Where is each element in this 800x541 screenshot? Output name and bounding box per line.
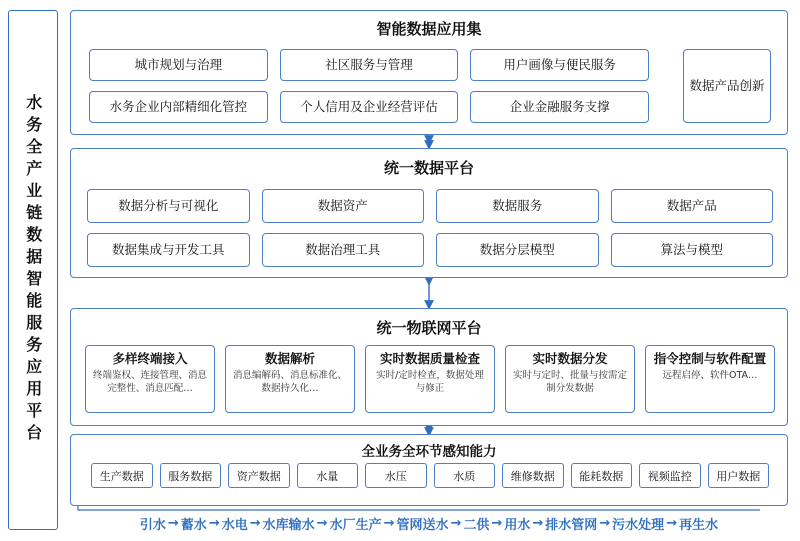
chain-arrow-icon: → (450, 516, 462, 531)
app-cell[interactable]: 社区服务与管理 (280, 49, 459, 81)
section-intelligent-data-applications (70, 10, 788, 135)
sense-cell[interactable]: 生产数据 (91, 463, 153, 488)
section-platform-title: 统一数据平台 (383, 159, 474, 177)
platform-cell[interactable]: 数据治理工具 (262, 233, 425, 267)
iot-cell-desc: 远程启停、软件OTA… (662, 370, 758, 382)
chain-arrow-icon: → (532, 516, 544, 531)
section-sense-title: 全业务全环节感知能力 (361, 444, 497, 460)
iot-cell-title: 实时数据质量检查 (379, 351, 480, 366)
app-cell[interactable]: 水务企业内部精细化管控 (89, 91, 268, 123)
chain-item: 二供 (463, 518, 490, 533)
chain-item: 水库输水 (262, 518, 315, 533)
app-cell[interactable]: 用户画像与便民服务 (470, 49, 649, 81)
sense-cell[interactable]: 视频监控 (639, 463, 701, 488)
vertical-platform-title (8, 10, 58, 530)
chain-item: 管网送水 (396, 518, 449, 533)
sense-cell[interactable]: 能耗数据 (571, 463, 633, 488)
platform-cell[interactable]: 数据分析与可视化 (87, 189, 250, 223)
iot-cell[interactable] (225, 345, 355, 413)
iot-cell-desc: 终端鉴权、连接管理、消息完整性、消息匹配… (92, 370, 207, 394)
platform-cell[interactable]: 数据分层模型 (436, 233, 599, 267)
chain-item: 排水管网 (545, 518, 598, 533)
section-iot-title: 统一物联网平台 (376, 319, 482, 337)
sense-row (91, 463, 769, 488)
iot-grid (85, 345, 775, 413)
iot-cell[interactable] (365, 345, 495, 413)
chain-item: 蓄水 (180, 518, 207, 533)
iot-cell[interactable] (85, 345, 215, 413)
iot-cell-title: 数据解析 (264, 351, 315, 366)
chain-arrow-icon: → (666, 516, 678, 531)
section-apps-title: 智能数据应用集 (376, 20, 482, 38)
chain-item: 用水 (504, 518, 531, 533)
sense-cell[interactable]: 维修数据 (502, 463, 564, 488)
chain-item: 水电 (221, 518, 248, 533)
apps-grid (89, 49, 649, 123)
sense-cell[interactable]: 水量 (297, 463, 359, 488)
chain-arrow-icon: → (167, 516, 179, 531)
iot-cell-title: 指令控制与软件配置 (653, 351, 767, 366)
sense-cell[interactable]: 资产数据 (228, 463, 290, 488)
sense-cell[interactable]: 水压 (365, 463, 427, 488)
chain-item: 污水处理 (612, 518, 665, 533)
sense-cell[interactable]: 用户数据 (708, 463, 770, 488)
platform-cell[interactable]: 数据产品 (611, 189, 774, 223)
vertical-platform-title-text: 水务全产业链数据智能服务应用平台 (23, 94, 43, 446)
chain-arrow-icon: → (316, 516, 328, 531)
sense-cell[interactable]: 服务数据 (160, 463, 222, 488)
section-unified-iot-platform (70, 308, 788, 426)
iot-cell-title: 实时数据分发 (532, 351, 608, 366)
app-cell-data-product-innovation[interactable]: 数据产品创新 (683, 49, 771, 123)
water-value-chain (70, 514, 788, 533)
chain-arrow-icon: → (599, 516, 611, 531)
chain-item: 引水 (139, 518, 166, 533)
iot-cell-desc: 消息编解码、消息标准化、数据持久化… (232, 370, 347, 394)
platform-grid (87, 189, 773, 267)
iot-cell[interactable] (645, 345, 775, 413)
iot-cell-desc: 实时/定时检查，数据处理与修正 (376, 370, 484, 394)
chain-item: 水厂生产 (329, 518, 382, 533)
section-unified-data-platform (70, 148, 788, 278)
chain-arrow-icon: → (491, 516, 503, 531)
chain-arrow-icon: → (208, 516, 220, 531)
platform-cell[interactable]: 数据资产 (262, 189, 425, 223)
app-cell[interactable]: 个人信用及企业经营评估 (280, 91, 459, 123)
iot-cell[interactable] (505, 345, 635, 413)
platform-cell[interactable]: 算法与模型 (611, 233, 774, 267)
iot-cell-title: 多样终端接入 (112, 351, 188, 366)
app-cell[interactable]: 城市规划与治理 (89, 49, 268, 81)
chain-item: 再生水 (679, 518, 719, 533)
platform-cell[interactable]: 数据服务 (436, 189, 599, 223)
platform-cell[interactable]: 数据集成与开发工具 (87, 233, 250, 267)
iot-cell-desc: 实时与定时、批量与按需定制分发数据 (512, 370, 627, 394)
chain-arrow-icon: → (383, 516, 395, 531)
chain-arrow-icon: → (249, 516, 261, 531)
app-cell[interactable]: 企业金融服务支撑 (470, 91, 649, 123)
sense-cell[interactable]: 水质 (434, 463, 496, 488)
section-sensing-capability (70, 434, 788, 506)
